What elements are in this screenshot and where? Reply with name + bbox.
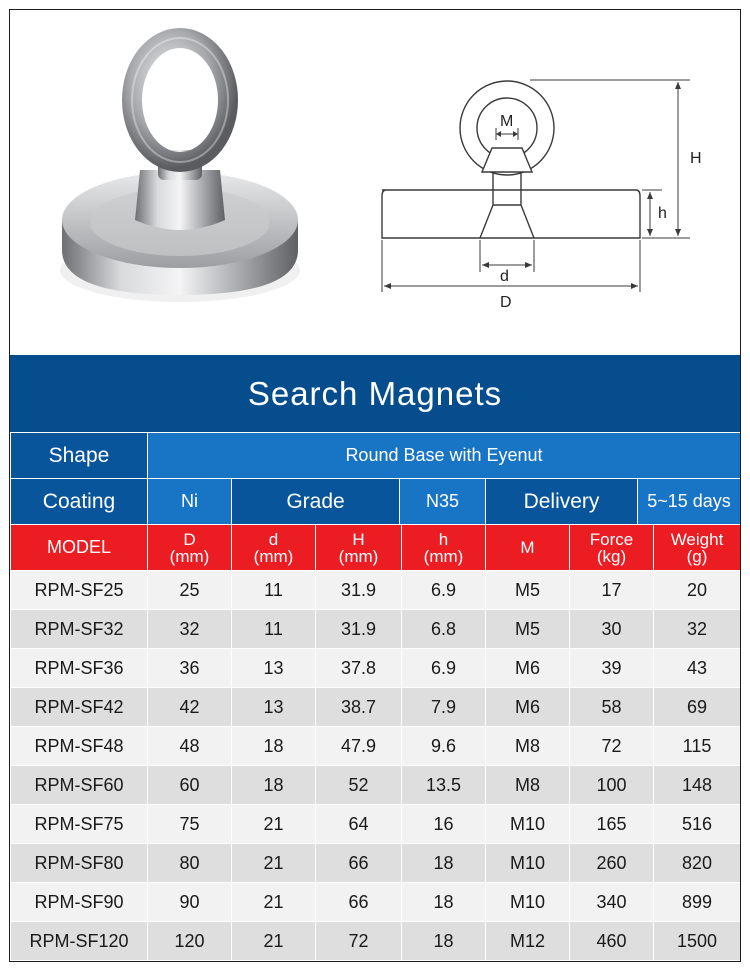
- table-cell: 72: [316, 922, 402, 961]
- table-cell: 47.9: [316, 727, 402, 766]
- table-cell: RPM-SF60: [11, 766, 148, 805]
- table-cell: 25: [148, 571, 232, 610]
- table-cell: 32: [148, 610, 232, 649]
- column-header-3: [316, 525, 402, 571]
- table-cell: M12: [486, 922, 570, 961]
- shape-label: Shape: [11, 433, 148, 479]
- table-cell: 516: [654, 805, 741, 844]
- coating-label: Coating: [11, 479, 148, 525]
- table-cell: RPM-SF80: [11, 844, 148, 883]
- column-header-unit: (g): [686, 546, 708, 566]
- column-header-title: MODEL: [46, 537, 111, 557]
- table-cell: 11: [232, 571, 316, 610]
- table-cell: M6: [486, 649, 570, 688]
- column-header-title: D: [183, 529, 196, 549]
- table-cell: 39: [570, 649, 654, 688]
- table-cell: 37.8: [316, 649, 402, 688]
- table-cell: 21: [232, 844, 316, 883]
- table-cell: RPM-SF75: [11, 805, 148, 844]
- magnet-photo: [60, 38, 300, 302]
- column-header-title: Weight: [670, 529, 724, 549]
- table-row: [11, 571, 741, 610]
- table-cell: 66: [316, 844, 402, 883]
- table-cell: 6.9: [402, 571, 486, 610]
- table-row: [11, 610, 741, 649]
- table-cell: 9.6: [402, 727, 486, 766]
- table-row: [11, 844, 741, 883]
- table-cell: 21: [232, 922, 316, 961]
- table-row: [11, 727, 741, 766]
- column-header-unit: (mm): [423, 546, 464, 566]
- table-cell: 75: [148, 805, 232, 844]
- table-row: [11, 649, 741, 688]
- table-cell: RPM-SF48: [11, 727, 148, 766]
- column-header-title: H: [352, 529, 365, 549]
- table-cell: 6.8: [402, 610, 486, 649]
- table-cell: 20: [654, 571, 741, 610]
- dimension-drawing: [382, 80, 690, 292]
- label-d: d: [500, 268, 509, 285]
- column-header-0: [11, 525, 148, 571]
- column-header-unit: (kg): [596, 546, 627, 566]
- column-header-2: [232, 525, 316, 571]
- table-cell: 32: [654, 610, 741, 649]
- table-cell: 31.9: [316, 571, 402, 610]
- table-cell: RPM-SF25: [11, 571, 148, 610]
- table-cell: 13: [232, 649, 316, 688]
- table-cell: 115: [654, 727, 741, 766]
- column-header-1: [148, 525, 232, 571]
- table-cell: 11: [232, 610, 316, 649]
- table-cell: 80: [148, 844, 232, 883]
- table-cell: 38.7: [316, 688, 402, 727]
- table-row: [11, 688, 741, 727]
- product-title: Search Magnets: [10, 355, 740, 432]
- table-cell: M8: [486, 727, 570, 766]
- shape-value: Round Base with Eyenut: [148, 433, 741, 479]
- column-header-7: [654, 525, 741, 571]
- column-header-unit: (mm): [338, 546, 379, 566]
- table-cell: 18: [232, 766, 316, 805]
- table-cell: 90: [148, 883, 232, 922]
- table-cell: 260: [570, 844, 654, 883]
- table-cell: 16: [402, 805, 486, 844]
- delivery-value: 5~15 days: [638, 479, 741, 525]
- label-M: M: [500, 113, 514, 130]
- column-header-title: d: [268, 529, 279, 549]
- table-cell: 1500: [654, 922, 741, 961]
- table-cell: 820: [654, 844, 741, 883]
- table-cell: 42: [148, 688, 232, 727]
- product-illustration: [10, 10, 740, 354]
- table-cell: 6.9: [402, 649, 486, 688]
- label-h: h: [658, 205, 667, 222]
- grade-label: Grade: [232, 479, 400, 525]
- coating-value: Ni: [148, 479, 232, 525]
- table-cell: 64: [316, 805, 402, 844]
- table-cell: 43: [654, 649, 741, 688]
- table-cell: 899: [654, 883, 741, 922]
- column-header-4: [402, 525, 486, 571]
- label-D: D: [500, 294, 512, 311]
- table-cell: 7.9: [402, 688, 486, 727]
- table-cell: 21: [232, 805, 316, 844]
- table-cell: 18: [402, 922, 486, 961]
- table-cell: RPM-SF36: [11, 649, 148, 688]
- spec-table: [10, 432, 741, 525]
- delivery-label: Delivery: [486, 479, 638, 525]
- table-cell: 69: [654, 688, 741, 727]
- column-header-unit: (mm): [253, 546, 294, 566]
- table-cell: 31.9: [316, 610, 402, 649]
- table-cell: 340: [570, 883, 654, 922]
- table-cell: 72: [570, 727, 654, 766]
- table-cell: 13.5: [402, 766, 486, 805]
- column-header-unit: (mm): [169, 546, 210, 566]
- table-cell: 21: [232, 883, 316, 922]
- table-cell: 165: [570, 805, 654, 844]
- table-row: [11, 805, 741, 844]
- table-cell: M6: [486, 688, 570, 727]
- product-sheet: [9, 9, 741, 962]
- table-cell: M10: [486, 883, 570, 922]
- table-cell: 17: [570, 571, 654, 610]
- table-row: [11, 766, 741, 805]
- table-row: [11, 922, 741, 961]
- model-table-header: [11, 525, 741, 571]
- column-header-title: Force: [589, 529, 634, 549]
- table-cell: 58: [570, 688, 654, 727]
- table-cell: M5: [486, 610, 570, 649]
- label-H: H: [690, 150, 702, 167]
- product-hero: [10, 10, 740, 354]
- table-cell: 30: [570, 610, 654, 649]
- table-cell: RPM-SF32: [11, 610, 148, 649]
- table-cell: M5: [486, 571, 570, 610]
- table-cell: 60: [148, 766, 232, 805]
- table-cell: M8: [486, 766, 570, 805]
- table-cell: 13: [232, 688, 316, 727]
- table-cell: 52: [316, 766, 402, 805]
- table-cell: 120: [148, 922, 232, 961]
- column-header-6: [570, 525, 654, 571]
- column-header-5: [486, 525, 570, 571]
- table-cell: M10: [486, 844, 570, 883]
- table-cell: M10: [486, 805, 570, 844]
- model-table: [10, 524, 741, 961]
- table-cell: 66: [316, 883, 402, 922]
- table-cell: 18: [232, 727, 316, 766]
- table-cell: RPM-SF42: [11, 688, 148, 727]
- table-cell: 36: [148, 649, 232, 688]
- column-header-title: h: [438, 529, 449, 549]
- table-cell: 148: [654, 766, 741, 805]
- table-cell: 48: [148, 727, 232, 766]
- table-cell: RPM-SF120: [11, 922, 148, 961]
- table-cell: 460: [570, 922, 654, 961]
- table-cell: 100: [570, 766, 654, 805]
- column-header-title: M: [520, 538, 535, 557]
- table-cell: 18: [402, 883, 486, 922]
- grade-value: N35: [400, 479, 486, 525]
- table-cell: RPM-SF90: [11, 883, 148, 922]
- table-cell: 18: [402, 844, 486, 883]
- table-row: [11, 883, 741, 922]
